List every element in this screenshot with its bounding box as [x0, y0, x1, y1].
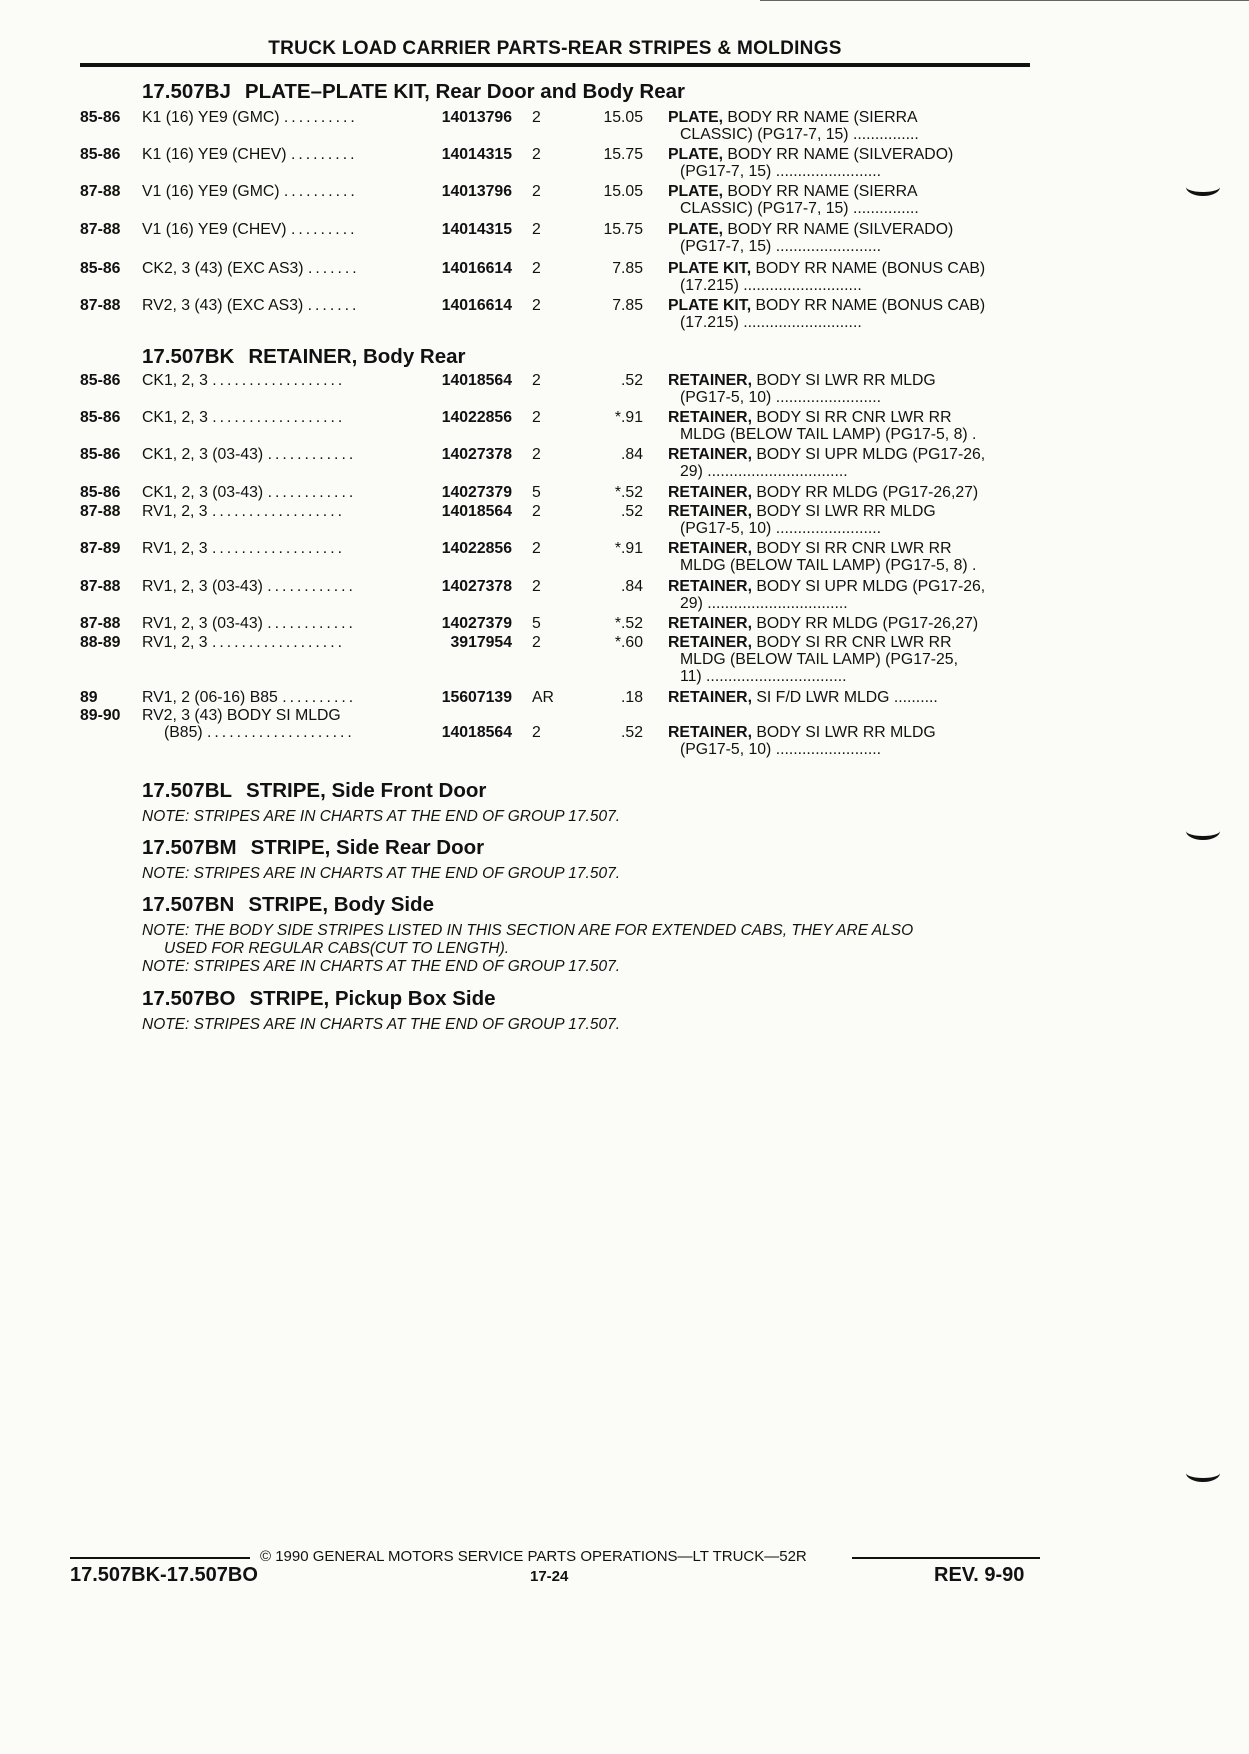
description-continued: CLASSIC) (PG17-7, 15) ...............: [680, 200, 919, 217]
part-number: 14014315: [441, 146, 512, 163]
description-continued: (PG17-7, 15) ........................: [680, 163, 882, 180]
part-description: [668, 484, 978, 501]
model-years: 87-88: [80, 503, 121, 520]
section-title: RETAINER, Body Rear: [248, 345, 466, 368]
description-text: BODY RR NAME (SILVERADO): [727, 146, 954, 163]
model-application: [142, 260, 360, 277]
leader-dots: ..........: [282, 689, 357, 706]
leader-dots: ..................: [211, 634, 345, 651]
footer-revision: REV. 9-90: [934, 1564, 1025, 1586]
quantity: 2: [532, 578, 541, 595]
part-description: [668, 260, 985, 277]
part-description: [668, 221, 953, 238]
section-note: NOTE: STRIPES ARE IN CHARTS AT THE END OF GROUP 17.507.: [142, 958, 621, 975]
part-name: RETAINER,: [668, 446, 752, 463]
leader-dots: ..................: [211, 503, 345, 520]
model-application: [142, 578, 356, 595]
model-years: 87-89: [80, 540, 121, 557]
description-continued: MLDG (BELOW TAIL LAMP) (PG17-5, 8) .: [680, 557, 977, 574]
part-description: [668, 409, 952, 426]
price: 15.75: [603, 221, 643, 238]
part-name: RETAINER,: [668, 409, 752, 426]
quantity: 2: [532, 634, 541, 651]
leader-dots: ..................: [212, 372, 346, 389]
model-application: [142, 707, 341, 724]
leader-dots: ..........: [283, 183, 358, 200]
quantity: 2: [532, 503, 541, 520]
part-number: 14027378: [441, 446, 512, 463]
section-number: 17.507BN: [142, 893, 235, 916]
price: 15.75: [603, 146, 643, 163]
model-years: 85-86: [80, 260, 121, 277]
leader-dots: .......: [307, 260, 360, 277]
description-text: BODY SI RR CNR LWR RR: [756, 634, 952, 651]
footer-rule-right: [852, 1557, 1040, 1559]
quantity: 2: [532, 146, 541, 163]
description-text: BODY RR NAME (BONUS CAB): [755, 260, 986, 277]
model-application: [142, 540, 345, 557]
part-number: 14016614: [441, 260, 512, 277]
description-text: BODY RR MLDG (PG17-26,27): [756, 615, 979, 632]
price: 15.05: [603, 109, 643, 126]
description-text: BODY SI RR CNR LWR RR: [756, 409, 952, 426]
section-number: 17.507BO: [142, 987, 236, 1010]
price: .52: [621, 372, 643, 389]
section-number: 17.507BK: [142, 345, 235, 368]
part-description: [668, 689, 938, 706]
section-note: NOTE: THE BODY SIDE STRIPES LISTED IN THIS SECTION ARE FOR EXTENDED CABS, THEY ARE ALSO: [142, 922, 914, 939]
section-note: NOTE: STRIPES ARE IN CHARTS AT THE END OF GROUP 17.507.: [142, 1016, 621, 1033]
section-heading-bo: [142, 987, 496, 1011]
description-text: BODY RR NAME (BONUS CAB): [755, 297, 986, 314]
model-text: RV1, 2, 3: [142, 503, 208, 520]
model-application: [142, 372, 345, 389]
description-text: BODY SI RR CNR LWR RR: [756, 540, 952, 557]
model-years: 89-90: [80, 707, 121, 724]
footer-section-range: 17.507BK-17.507BO: [70, 1564, 258, 1586]
section-heading-bl: [142, 779, 486, 803]
part-description: [668, 540, 952, 557]
price: .18: [621, 689, 643, 706]
part-number: 15607139: [441, 689, 512, 706]
quantity: 2: [532, 409, 541, 426]
section-note-continued: USED FOR REGULAR CABS(CUT TO LENGTH).: [164, 940, 510, 957]
description-text: BODY SI UPR MLDG (PG17-26,: [756, 446, 986, 463]
part-description: [668, 372, 936, 389]
section-heading-bn: [142, 893, 434, 917]
footer-page-number: 17-24: [530, 1568, 569, 1585]
price: .84: [621, 578, 643, 595]
model-years: 85-86: [80, 372, 121, 389]
model-text: RV2, 3 (43) (EXC AS3): [142, 297, 304, 314]
binder-hole-mark: [1186, 1464, 1220, 1482]
price: 7.85: [612, 260, 643, 277]
model-years: 85-86: [80, 446, 121, 463]
section-note: NOTE: STRIPES ARE IN CHARTS AT THE END OF GROUP 17.507.: [142, 865, 621, 882]
part-description: [668, 109, 918, 126]
description-continued: (PG17-5, 10) ........................: [680, 741, 882, 758]
part-number: 14027378: [441, 578, 512, 595]
model-application: [142, 221, 357, 238]
model-application: [142, 146, 357, 163]
part-description: [668, 446, 985, 463]
quantity: 2: [532, 260, 541, 277]
section-note: NOTE: STRIPES ARE IN CHARTS AT THE END OF GROUP 17.507.: [142, 808, 621, 825]
description-text: BODY RR NAME (SIERRA: [727, 183, 918, 200]
part-name: PLATE KIT,: [668, 297, 752, 314]
part-name: RETAINER,: [668, 689, 752, 706]
part-number: 14027379: [441, 484, 512, 501]
model-text: RV2, 3 (43) BODY SI MLDG: [142, 707, 341, 724]
part-number: 14018564: [441, 724, 512, 741]
quantity: 2: [532, 540, 541, 557]
scan-edge-line: [760, 0, 1249, 1]
model-application: [142, 446, 356, 463]
quantity: 2: [532, 724, 541, 741]
quantity: 2: [532, 221, 541, 238]
part-description: [668, 615, 978, 632]
model-application: [142, 634, 345, 651]
part-description: [668, 146, 953, 163]
price: *.52: [614, 615, 643, 632]
page-title: TRUCK LOAD CARRIER PARTS-REAR STRIPES & MOLDINGS: [268, 38, 842, 59]
section-heading-bk: [142, 345, 466, 369]
leader-dots: ....................: [207, 724, 355, 741]
description-text: BODY SI LWR RR MLDG: [756, 503, 936, 520]
part-number: 14013796: [441, 183, 512, 200]
model-years: 89: [80, 689, 98, 706]
model-years: 87-88: [80, 615, 121, 632]
part-name: RETAINER,: [668, 503, 752, 520]
leader-dots: ............: [267, 446, 357, 463]
part-number: 14022856: [441, 540, 512, 557]
description-continued: MLDG (BELOW TAIL LAMP) (PG17-5, 8) .: [680, 426, 977, 443]
description-continued: (PG17-7, 15) ........................: [680, 238, 882, 255]
model-years: 87-88: [80, 183, 121, 200]
section-title: STRIPE, Side Front Door: [246, 779, 487, 802]
description-text: SI F/D LWR MLDG ..........: [756, 689, 938, 706]
quantity: 2: [532, 109, 541, 126]
model-application: [142, 503, 345, 520]
model-application: [142, 409, 345, 426]
quantity: 2: [532, 297, 541, 314]
part-number: 14018564: [441, 503, 512, 520]
part-name: PLATE,: [668, 146, 723, 163]
model-years: 87-88: [80, 221, 121, 238]
model-application-continued: [164, 724, 355, 741]
header-rule: [80, 63, 1030, 67]
model-application: [142, 615, 356, 632]
part-number: 3917954: [450, 634, 512, 651]
description-continued: 11) ................................: [680, 668, 847, 685]
binder-hole-mark: [1186, 822, 1220, 840]
model-text: CK1, 2, 3 (03-43): [142, 446, 264, 463]
section-number: 17.507BL: [142, 779, 233, 802]
section-title: STRIPE, Body Side: [248, 893, 434, 916]
price: *.52: [614, 484, 643, 501]
footer-copyright: © 1990 GENERAL MOTORS SERVICE PARTS OPERATIONS—LT TRUCK—52R: [260, 1548, 807, 1565]
model-text: K1 (16) YE9 (GMC): [142, 109, 280, 126]
part-description: [668, 503, 936, 520]
model-years: 87-88: [80, 297, 121, 314]
price: *.91: [614, 409, 643, 426]
part-description: [668, 634, 952, 651]
description-text: BODY SI UPR MLDG (PG17-26,: [756, 578, 986, 595]
price: .52: [621, 503, 643, 520]
section-heading-bm: [142, 836, 484, 860]
quantity: 2: [532, 372, 541, 389]
description-continued: (PG17-5, 10) ........................: [680, 389, 882, 406]
model-text: CK1, 2, 3: [142, 372, 208, 389]
model-years: 87-88: [80, 578, 121, 595]
quantity: 2: [532, 446, 541, 463]
description-continued: (17.215) ...........................: [680, 277, 862, 294]
model-text: CK2, 3 (43) (EXC AS3): [142, 260, 304, 277]
leader-dots: ............: [267, 615, 356, 632]
quantity: 5: [532, 615, 541, 632]
section-title: STRIPE, Side Rear Door: [250, 836, 485, 859]
price: .52: [621, 724, 643, 741]
part-name: PLATE KIT,: [668, 260, 752, 277]
description-continued: (17.215) ...........................: [680, 314, 862, 331]
part-name: PLATE,: [668, 221, 723, 238]
model-application: [142, 109, 358, 126]
part-name: RETAINER,: [668, 634, 752, 651]
section-number: 17.507BM: [142, 836, 237, 859]
leader-dots: ..................: [211, 540, 345, 557]
binder-hole-mark: [1186, 178, 1220, 196]
price: 15.05: [603, 183, 643, 200]
model-text: (B85): [164, 724, 203, 741]
model-text: V1 (16) YE9 (CHEV): [142, 221, 287, 238]
model-application: [142, 183, 358, 200]
model-years: 85-86: [80, 146, 121, 163]
description-text: BODY SI LWR RR MLDG: [756, 372, 936, 389]
part-number: 14018564: [441, 372, 512, 389]
part-description: [668, 724, 936, 741]
quantity: AR: [532, 689, 554, 706]
part-number: 14014315: [441, 221, 512, 238]
part-name: RETAINER,: [668, 484, 752, 501]
part-number: 14022856: [441, 409, 512, 426]
leader-dots: ............: [267, 484, 357, 501]
part-description: [668, 578, 985, 595]
model-years: 85-86: [80, 484, 121, 501]
quantity: 2: [532, 183, 541, 200]
section-title: PLATE–PLATE KIT, Rear Door and Body Rear: [244, 80, 685, 103]
model-years: 85-86: [80, 109, 121, 126]
leader-dots: .........: [290, 221, 358, 238]
leader-dots: ............: [267, 578, 356, 595]
description-continued: 29) ................................: [680, 463, 848, 480]
price: 7.85: [612, 297, 643, 314]
part-name: PLATE,: [668, 183, 723, 200]
description-text: BODY RR NAME (SIERRA: [727, 109, 918, 126]
part-number: 14027379: [441, 615, 512, 632]
price: .84: [621, 446, 643, 463]
description-text: BODY RR NAME (SILVERADO): [727, 221, 954, 238]
model-application: [142, 484, 356, 501]
model-years: 88-89: [80, 634, 121, 651]
part-name: RETAINER,: [668, 578, 752, 595]
part-number: 14016614: [441, 297, 512, 314]
part-number: 14013796: [441, 109, 512, 126]
section-heading-bj: [142, 80, 685, 104]
leader-dots: .......: [307, 297, 360, 314]
price: *.91: [614, 540, 643, 557]
part-name: RETAINER,: [668, 540, 752, 557]
description-text: BODY RR MLDG (PG17-26,27): [756, 484, 979, 501]
leader-dots: .........: [290, 146, 358, 163]
part-name: PLATE,: [668, 109, 723, 126]
part-name: RETAINER,: [668, 724, 752, 741]
leader-dots: ..................: [212, 409, 346, 426]
model-years: 85-86: [80, 409, 121, 426]
section-title: STRIPE, Pickup Box Side: [249, 987, 496, 1010]
model-text: RV1, 2, 3 (03-43): [142, 615, 263, 632]
model-application: [142, 689, 356, 706]
model-text: CK1, 2, 3 (03-43): [142, 484, 264, 501]
part-description: [668, 183, 918, 200]
model-text: V1 (16) YE9 (GMC): [142, 183, 280, 200]
leader-dots: ..........: [283, 109, 358, 126]
price: *.60: [614, 634, 643, 651]
model-text: RV1, 2, 3 (03-43): [142, 578, 263, 595]
model-text: CK1, 2, 3: [142, 409, 208, 426]
description-continued: MLDG (BELOW TAIL LAMP) (PG17-25,: [680, 651, 958, 668]
footer-rule-left: [70, 1557, 250, 1559]
part-name: RETAINER,: [668, 372, 752, 389]
description-continued: 29) ................................: [680, 595, 848, 612]
quantity: 5: [532, 484, 541, 501]
part-description: [668, 297, 985, 314]
model-text: K1 (16) YE9 (CHEV): [142, 146, 287, 163]
section-number: 17.507BJ: [142, 80, 231, 103]
description-continued: (PG17-5, 10) ........................: [680, 520, 882, 537]
model-text: RV1, 2 (06-16) B85: [142, 689, 278, 706]
description-continued: CLASSIC) (PG17-7, 15) ...............: [680, 126, 919, 143]
description-text: BODY SI LWR RR MLDG: [756, 724, 936, 741]
part-name: RETAINER,: [668, 615, 752, 632]
model-text: RV1, 2, 3: [142, 540, 208, 557]
model-text: RV1, 2, 3: [142, 634, 208, 651]
model-application: [142, 297, 359, 314]
